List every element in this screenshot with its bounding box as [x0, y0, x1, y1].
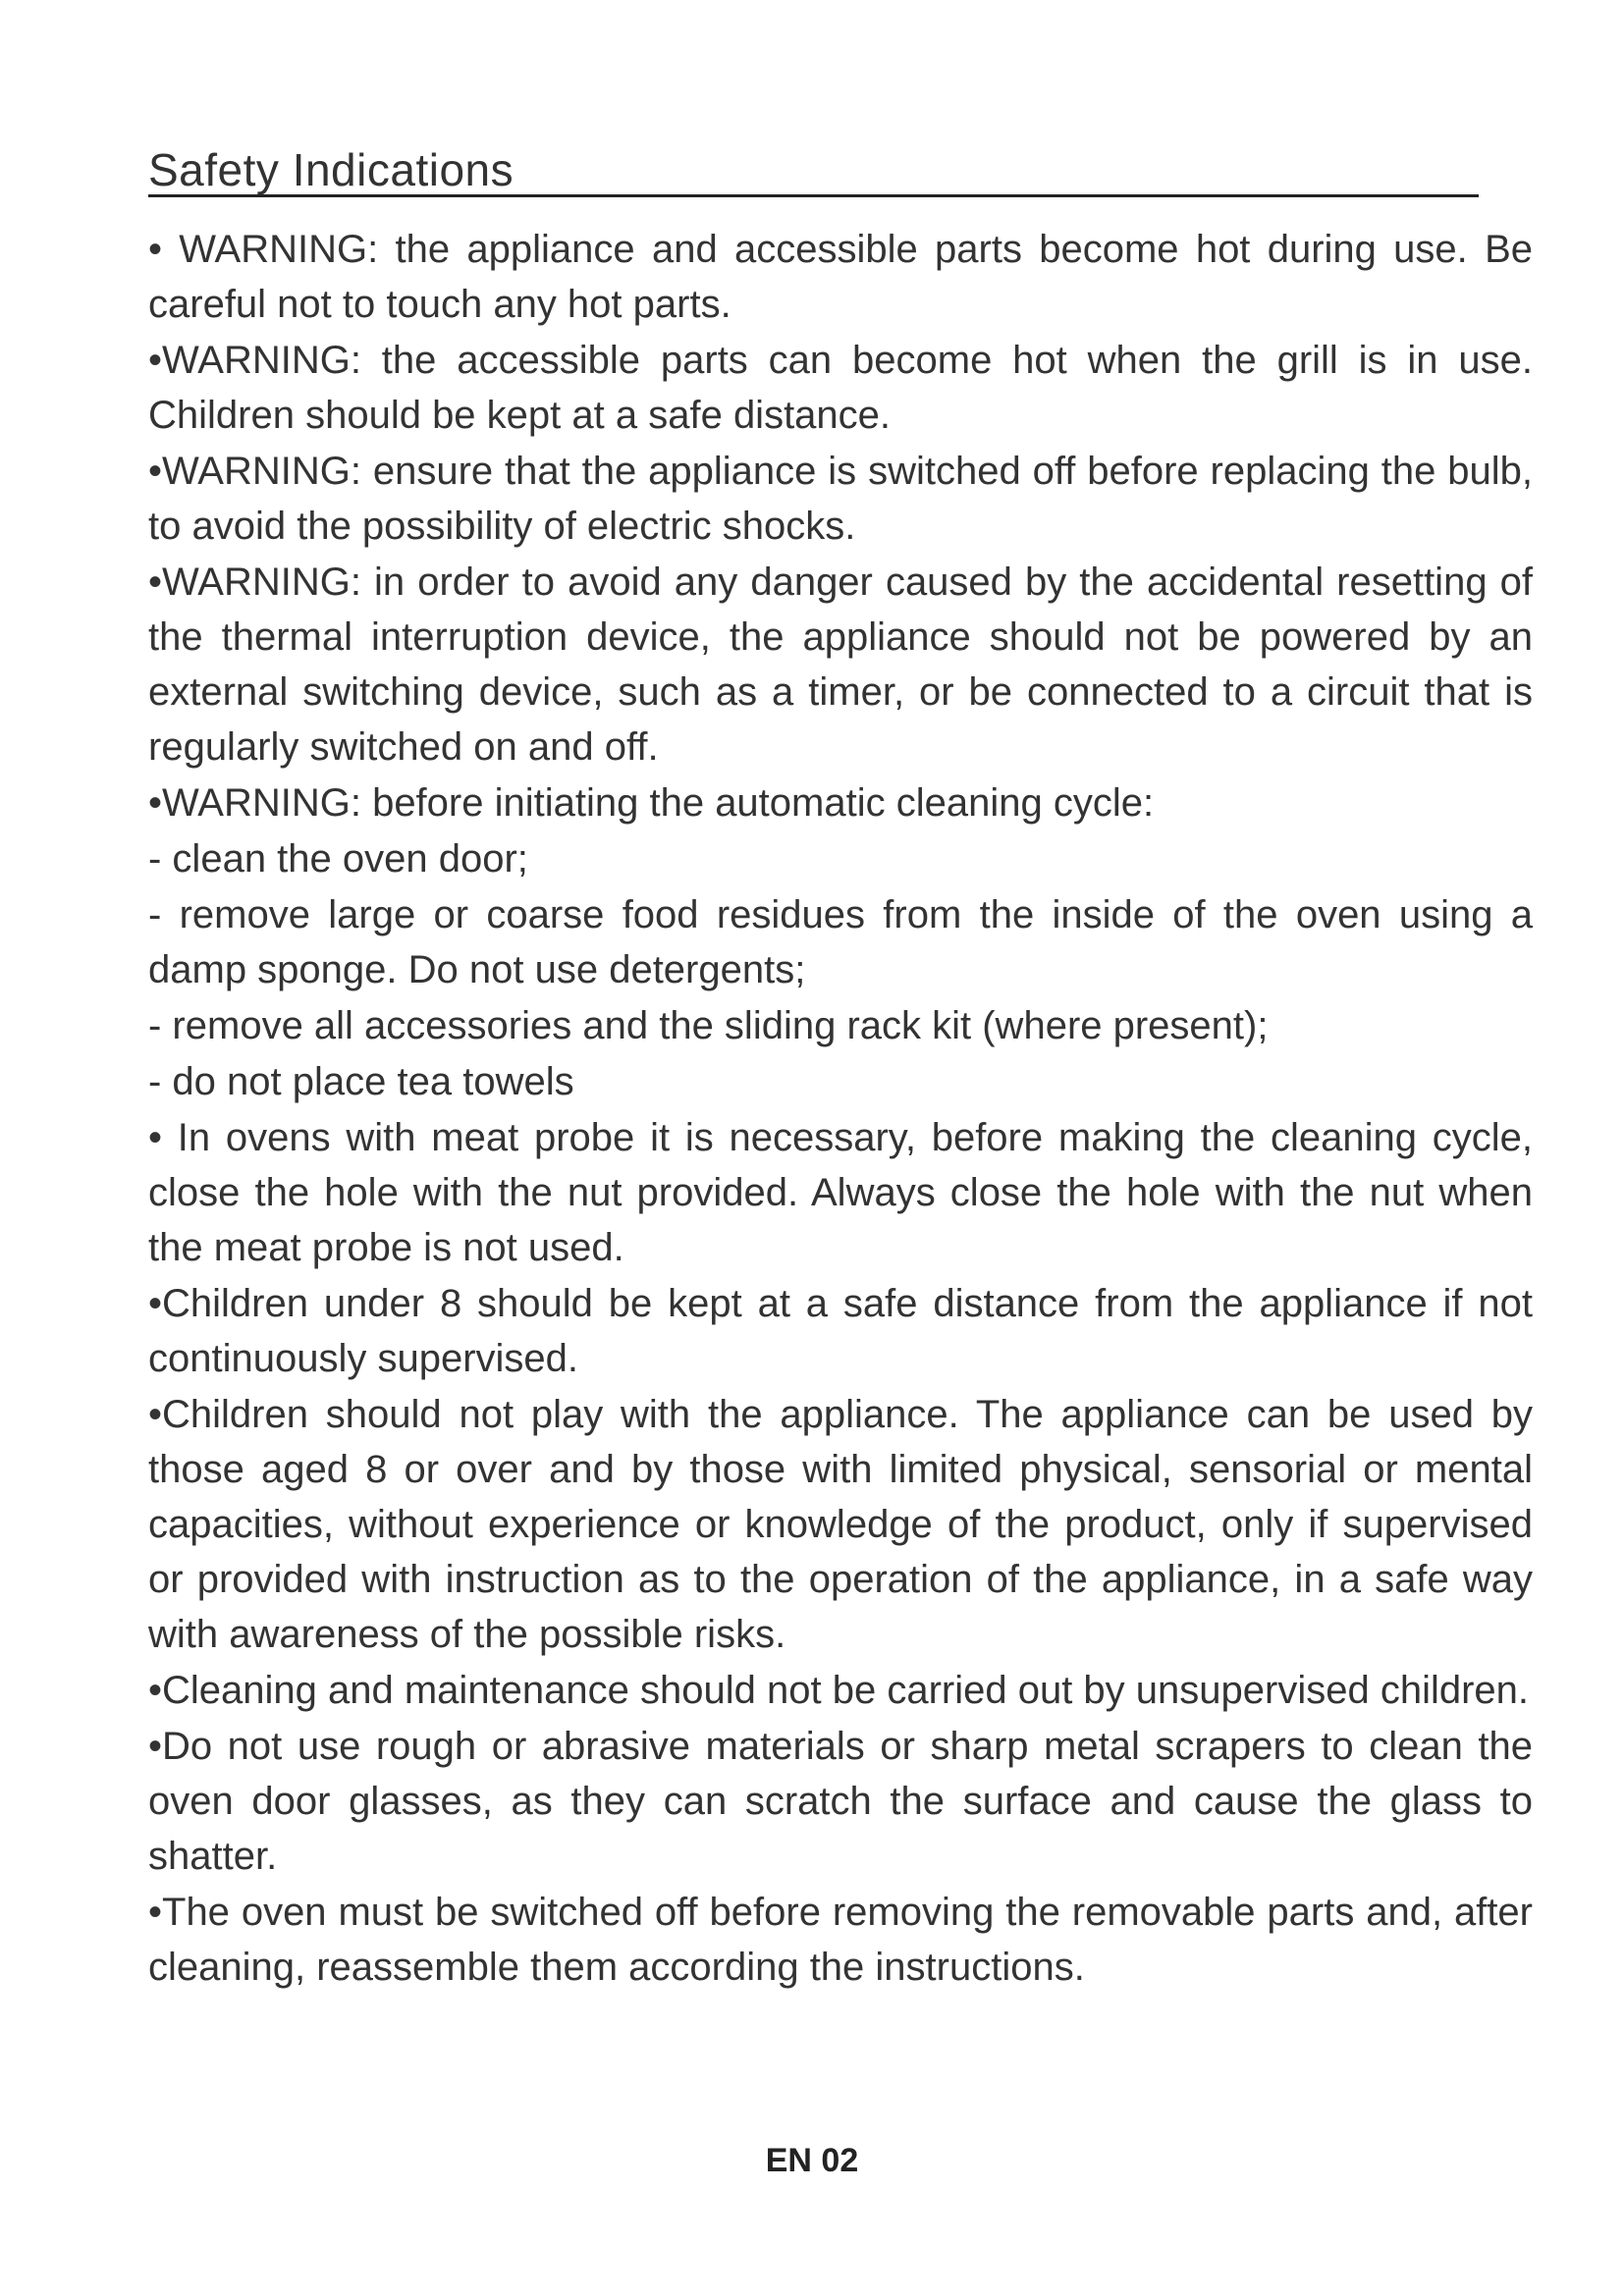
- paragraph: •Cleaning and maintenance should not be carried out by unsupervised children.: [148, 1669, 1530, 1712]
- document-page: [148, 137, 1533, 1996]
- paragraph: - remove all accessories and the sliding rack kit (where present);: [148, 1004, 1269, 1047]
- paragraph: • WARNING: the appliance and accessible parts become hot during use. Be careful not to touch any hot parts.: [148, 228, 1533, 326]
- paragraph: - clean the oven door;: [148, 837, 528, 881]
- safety-text-body: [148, 222, 1533, 1995]
- section-header: [148, 137, 1533, 202]
- paragraph: •Children under 8 should be kept at a safe distance from the appliance if not continuously supervised.: [148, 1282, 1533, 1380]
- title-underline: [148, 194, 1479, 197]
- paragraph: • In ovens with meat probe it is necessary, before making the cleaning cycle, close the hole with the nut provided. Always close the hole with the nut when the meat probe is not used.: [148, 1116, 1533, 1269]
- paragraph: •WARNING: ensure that the appliance is switched off before replacing the bulb, to avoid the possibility of electric shocks.: [148, 450, 1533, 548]
- paragraph: •WARNING: the accessible parts can become hot when the grill is in use. Children should be kept at a safe distance.: [148, 339, 1533, 437]
- page-number: EN 02: [765, 2142, 859, 2179]
- paragraph: •WARNING: in order to avoid any danger caused by the accidental resetting of the thermal interruption device, the appliance should not be powered by an external switching device, such as a timer, or be connected to a circuit that is regularly switched on and off.: [148, 561, 1533, 769]
- paragraph: •Children should not play with the appliance. The appliance can be used by those aged 8 or over and by those with limited physical, sensorial or mental capacities, without experience or knowledge of the product, only if supervised or provided with instruction as to the operation of the appliance, in a safe way with awareness of the possible risks.: [148, 1393, 1533, 1656]
- paragraph: - remove large or coarse food residues from the inside of the oven using a damp sponge. Do not use detergents;: [148, 893, 1533, 991]
- paragraph: •Do not use rough or abrasive materials or sharp metal scrapers to clean the oven door glasses, as they can scratch the surface and cause the glass to shatter.: [148, 1725, 1533, 1878]
- page-title: Safety Indications: [148, 144, 514, 195]
- paragraph: •WARNING: before initiating the automatic cleaning cycle:: [148, 781, 1155, 825]
- paragraph: - do not place tea towels: [148, 1060, 574, 1103]
- paragraph: •The oven must be switched off before removing the removable parts and, after cleaning, reassemble them according the instructions.: [148, 1891, 1533, 1989]
